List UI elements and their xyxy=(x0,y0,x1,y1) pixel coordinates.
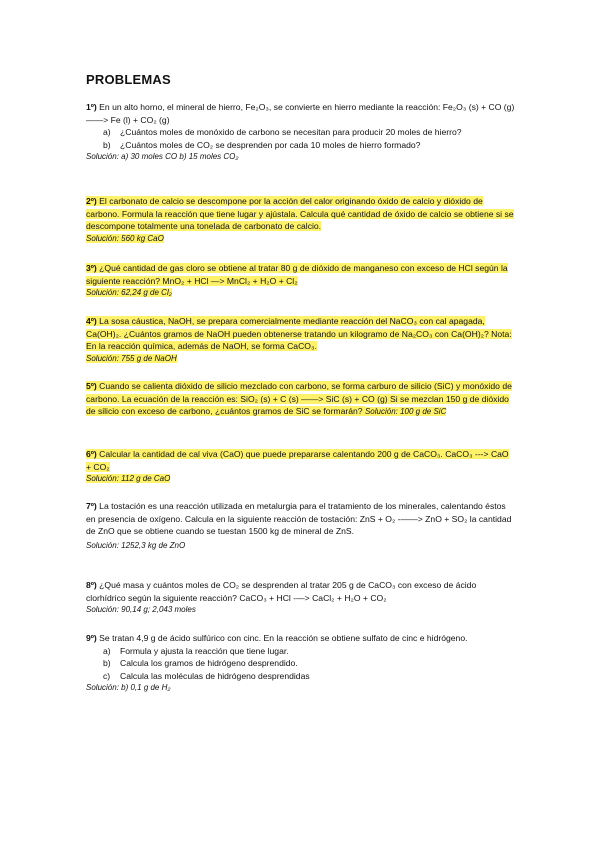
problem-text: ¿Qué cantidad de gas cloro se obtiene al tratar 80 g de dióxido de manganeso con exceso de HCl según la siguiente reacción? MnO₂ + HCl —> MnCl₂ + H₂O + Cl₂ xyxy=(86,263,508,286)
sub-question-list xyxy=(86,645,516,683)
problem-statement xyxy=(86,632,516,645)
highlighted-text xyxy=(86,449,509,472)
item-text: ¿Cuántos moles de CO₂ se desprenden por cada 10 moles de hierro formado? xyxy=(120,139,421,150)
problem-text: Cuando se calienta dióxido de silicio mezclado con carbono, se forma carburo de silicio (SiC) y monóxido de carbono. La ecuación de la reacción es: SiO₂ (s) + C (s) ——> SiC (s) + CO (g) Si se mezclan 150 g de dióxido de silicio con exceso de carbono, ¿cuántos gramos de SiC se formarán? xyxy=(86,381,512,417)
problem-number: 2º) xyxy=(86,196,97,206)
highlighted-text xyxy=(86,196,514,231)
item-text: Calcula las moléculas de hidrógeno desprendidas xyxy=(120,670,310,681)
problem-text: Calcular la cantidad de cal viva (CaO) que puede prepararse calentando 200 g de CaCO₃. CaCO₃ ---> CaO + CO₂ xyxy=(86,449,509,472)
problem-text: La sosa cáustica, NaOH, se prepara comercialmente mediante reacción del NaCO₃ con cal apagada, Ca(OH)₂. ¿Cuántos gramos de NaOH pueden obtenerse tratando un kilogramo de Na₂CO₃ con Ca(OH)₂? Nota: En la reacción química, además de NaOH, se forma CaCO₃. xyxy=(86,316,512,352)
problem-number: 1º) xyxy=(86,102,97,112)
solution-text: Solución: 90,14 g; 2,043 moles xyxy=(86,605,196,615)
item-label: c) xyxy=(103,670,111,681)
problem-8 xyxy=(86,579,516,615)
problem-7 xyxy=(86,500,516,551)
problem-text: La tostación es una reacción utilizada en metalurgia para el tratamiento de los minerales, calentando éstos en presencia de oxígeno. Calcula en la siguiente reacción de tostación: ZnS + O₂ -——> ZnO + SO₂ la cantidad de ZnO que se obtiene cuando se tuestan 1500 kg de mineral de ZnS. xyxy=(86,501,512,537)
solution-highlight: Solución: 560 kg CaO xyxy=(86,233,164,243)
solution-text: Solución: b) 0,1 g de H₂ xyxy=(86,683,171,693)
list-item xyxy=(86,645,516,658)
solution-highlight: Solución: 755 g de NaOH xyxy=(86,353,177,363)
problem-3 xyxy=(86,262,516,298)
problem-4 xyxy=(86,315,516,364)
problem-number: 6º) xyxy=(86,449,97,459)
item-text: Calcula los gramos de hidrógeno desprendido. xyxy=(120,658,298,669)
problem-number: 7º) xyxy=(86,501,97,511)
problem-6 xyxy=(86,448,516,484)
solution-highlight: Solución: 112 g de CaO xyxy=(86,474,171,484)
problem-text: Se tratan 4,9 g de ácido sulfúrico con cinc. En la reacción se obtiene sulfato de cinc e hidrógeno. xyxy=(99,633,468,643)
solution-text: Solución: 1252,3 kg de ZnO xyxy=(86,540,186,550)
problem-number: 4º) xyxy=(86,316,97,326)
list-item xyxy=(86,670,516,683)
problem-1 xyxy=(86,101,516,162)
problem-number: 5º) xyxy=(86,381,97,391)
problem-statement xyxy=(86,101,516,126)
problem-statement xyxy=(86,448,516,473)
solution-text xyxy=(86,353,516,364)
page-title: PROBLEMAS xyxy=(86,72,171,87)
item-label: b) xyxy=(103,658,111,669)
problem-statement xyxy=(86,579,516,604)
problem-statement xyxy=(86,262,516,287)
item-text: Formula y ajusta la reacción que tiene lugar. xyxy=(120,645,289,656)
problem-number: 8º) xyxy=(86,580,97,590)
solution-highlight: Solución: 100 g de SiC xyxy=(364,407,447,417)
problem-statement xyxy=(86,500,516,538)
item-label: a) xyxy=(103,645,111,656)
problem-text: ¿Qué masa y cuántos moles de CO₂ se desprenden al tratar 205 g de CaCO₃ con exceso de ácido clorhídrico según la siguiente reacción? CaCO₃ + HCl -—> CaCl₂ + H₂O + CO₂ xyxy=(86,580,477,603)
item-label: b) xyxy=(103,139,111,150)
highlighted-text xyxy=(86,381,512,416)
solution-text xyxy=(86,287,516,298)
problem-number: 9º) xyxy=(86,633,97,643)
problem-statement xyxy=(86,315,516,353)
sub-question-list xyxy=(86,126,516,151)
problem-number: 3º) xyxy=(86,263,97,273)
list-item xyxy=(86,657,516,670)
problem-text: El carbonato de calcio se descompone por la acción del calor originando óxido de calcio y dióxido de carbono. Formula la reacción que tiene lugar y ajústala. Calcula qué cantidad de óxido de calcio se obtiene si se descompone totalmente una tonelada de carbonato de calcio. xyxy=(86,196,514,232)
highlighted-text xyxy=(86,263,508,286)
problem-text: En un alto horno, el mineral de hierro, Fe₂O₃, se convierte en hierro mediante la reacción: Fe₂O₃ (s) + CO (g) ——> Fe (l) + CO₂ (g) xyxy=(86,102,515,125)
problem-9 xyxy=(86,632,516,693)
list-item xyxy=(86,126,516,139)
item-text: ¿Cuántos moles de monóxido de carbono se necesitan para producir 20 moles de hierro? xyxy=(120,127,462,138)
solution-text xyxy=(86,233,516,244)
problem-statement xyxy=(86,380,516,418)
solution-highlight: Solución: 62,24 g de Cl₂ xyxy=(86,288,172,298)
solution-text xyxy=(365,407,446,416)
item-label: a) xyxy=(103,127,111,138)
problem-statement xyxy=(86,195,516,233)
problem-5 xyxy=(86,380,516,418)
highlighted-text xyxy=(86,316,512,351)
solution-text xyxy=(86,473,516,484)
list-item xyxy=(86,139,516,152)
problem-2 xyxy=(86,195,516,244)
solution-text: Solución: a) 30 moles CO b) 15 moles CO₂ xyxy=(86,152,239,162)
